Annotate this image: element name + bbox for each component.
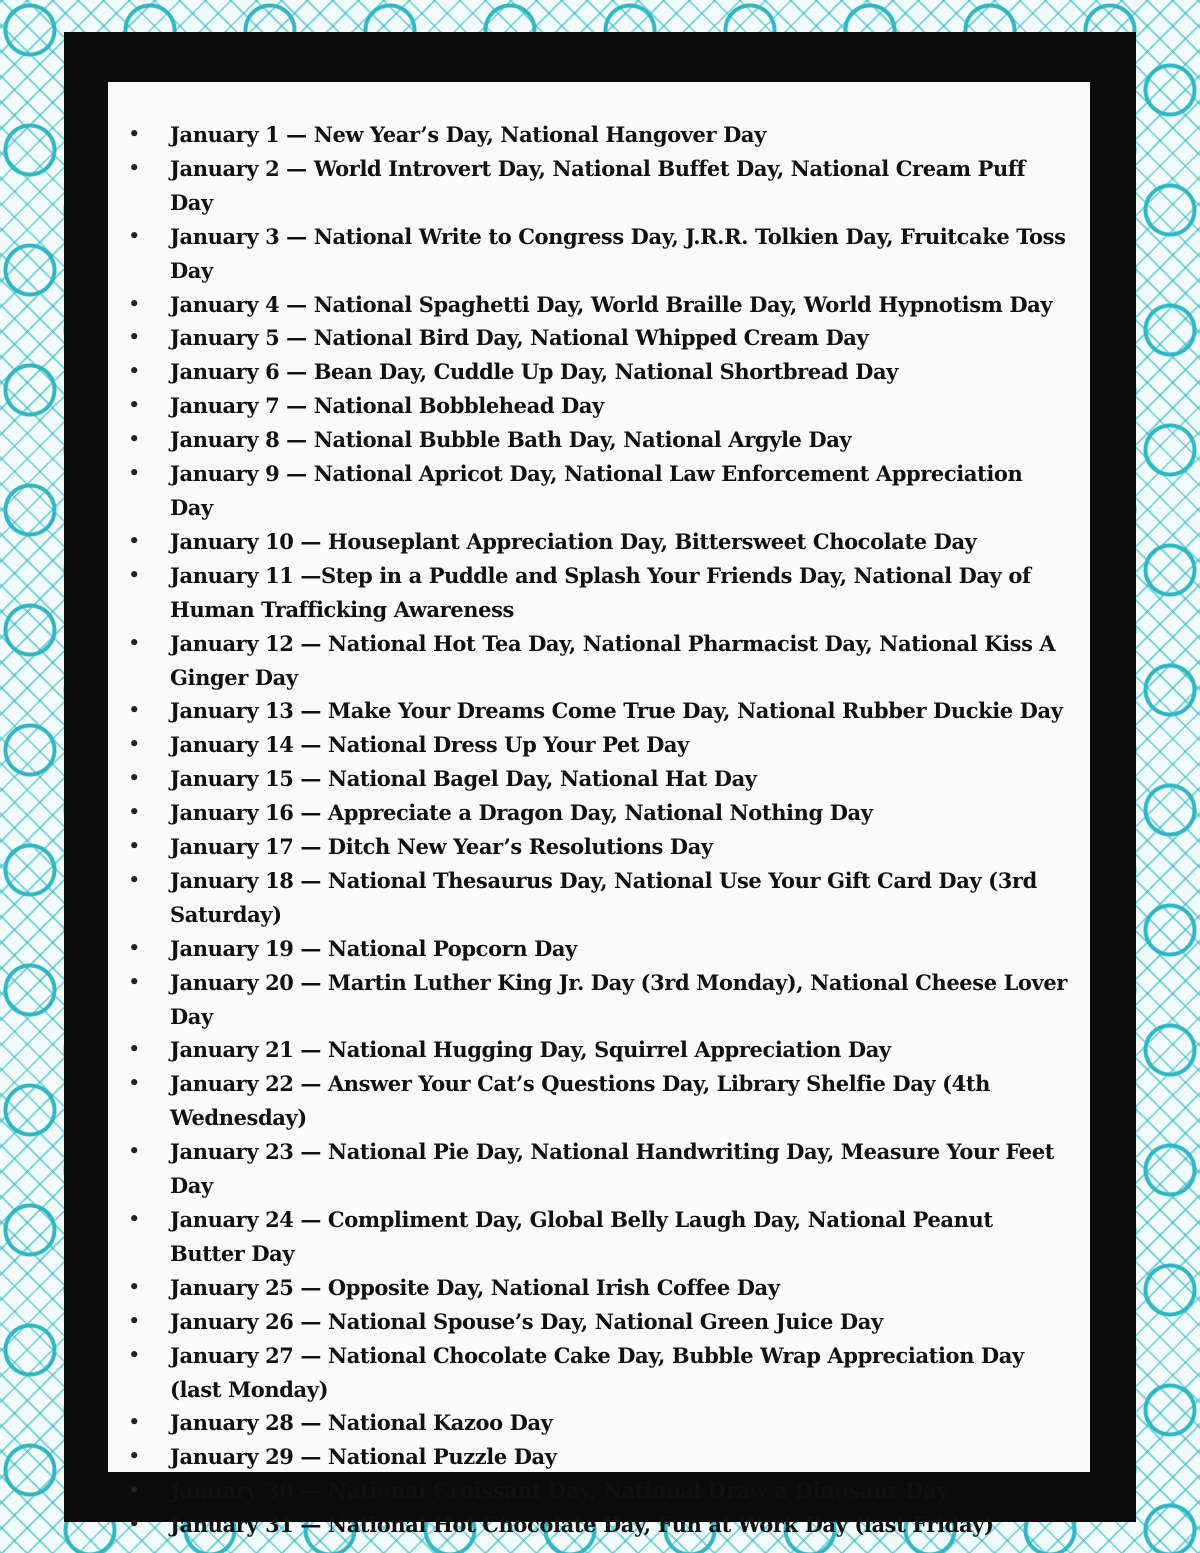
list-item	[128, 1440, 1068, 1474]
list-item	[128, 457, 1068, 525]
list-item-text: January 14 — National Dress Up Your Pet Day	[170, 732, 689, 758]
list-item-text: January 16 — Appreciate a Dragon Day, National Nothing Day	[170, 800, 873, 826]
list-item	[128, 728, 1068, 762]
bullet-icon: •	[128, 867, 140, 892]
list-item-text: January 27 — National Chocolate Cake Day, Bubble Wrap Appreciation Day (last Monday)	[170, 1342, 1024, 1402]
list-item	[128, 1339, 1068, 1407]
list-item-text: January 19 — National Popcorn Day	[170, 935, 577, 961]
bullet-icon: •	[128, 393, 140, 418]
list-item-text: January 17 — Ditch New Year’s Resolutions Day	[170, 834, 713, 860]
list-item-text: January 23 — National Pie Day, National Handwriting Day, Measure Your Feet Day	[170, 1139, 1055, 1199]
bullet-icon: •	[128, 528, 140, 553]
list-item-text: January 1 — New Year’s Day, National Hangover Day	[170, 122, 766, 147]
list-item-text: January 25 — Opposite Day, National Irish Coffee Day	[170, 1274, 780, 1300]
list-item-text: January 22 — Answer Your Cat’s Questions Day, Library Shelfie Day (4th Wednesday)	[170, 1071, 991, 1131]
list-item	[128, 864, 1068, 932]
list-item-text: January 15 — National Bagel Day, National Hat Day	[170, 766, 757, 792]
bullet-icon: •	[128, 969, 140, 994]
list-item-text: January 20 — Martin Luther King Jr. Day (3rd Monday), National Cheese Lover Day	[170, 969, 1067, 1029]
list-item	[128, 288, 1068, 322]
list-item	[128, 1474, 1068, 1508]
bullet-icon: •	[128, 1139, 140, 1164]
bullet-icon: •	[128, 122, 140, 146]
list-item	[128, 525, 1068, 559]
list-item-text: January 18 — National Thesaurus Day, National Use Your Gift Card Day (3rd Saturday)	[170, 867, 1037, 927]
list-item	[128, 932, 1068, 966]
bullet-icon: •	[128, 359, 140, 384]
bullet-icon: •	[128, 1512, 140, 1537]
list-item	[128, 321, 1068, 355]
list-item-text: January 26 — National Spouse’s Day, National Green Juice Day	[170, 1308, 883, 1334]
list-item	[128, 559, 1068, 627]
list-item-text: January 10 — Houseplant Appreciation Day, Bittersweet Chocolate Day	[170, 528, 977, 554]
list-item-text: January 29 — National Puzzle Day	[170, 1444, 557, 1470]
bullet-icon: •	[128, 698, 140, 723]
bullet-icon: •	[128, 800, 140, 825]
list-item-text: January 11 —Step in a Puddle and Splash Your Friends Day, National Day of Human Trafficking Awareness	[170, 562, 1031, 622]
bullet-icon: •	[128, 1207, 140, 1231]
list-item-text: January 7 — National Bobblehead Day	[170, 393, 604, 419]
bullet-icon: •	[128, 1342, 140, 1367]
list-item	[128, 118, 1068, 152]
list-item	[128, 627, 1068, 695]
bullet-icon: •	[128, 834, 140, 859]
bullet-icon: •	[128, 1444, 140, 1469]
list-item	[128, 220, 1068, 288]
list-item-text: January 9 — National Apricot Day, National Law Enforcement Appreciation Day	[170, 461, 1023, 520]
list-item	[128, 694, 1068, 728]
bullet-icon: •	[128, 291, 140, 316]
list-item	[128, 355, 1068, 389]
list-item-text: January 8 — National Bubble Bath Day, National Argyle Day	[170, 427, 852, 453]
bullet-icon: •	[128, 1274, 140, 1299]
bullet-icon: •	[128, 630, 140, 655]
bullet-icon: •	[128, 562, 140, 587]
list-item-text: January 12 — National Hot Tea Day, National Pharmacist Day, National Kiss A Ginger Day	[170, 630, 1056, 690]
list-item	[128, 1135, 1068, 1203]
list-item-text: January 21 — National Hugging Day, Squirrel Appreciation Day	[170, 1037, 891, 1063]
list-item-text: January 6 — Bean Day, Cuddle Up Day, National Shortbread Day	[170, 359, 898, 385]
list-item	[128, 1067, 1068, 1135]
bullet-icon: •	[128, 1478, 140, 1503]
bullet-icon: •	[128, 1071, 140, 1096]
list-item-text: January 24 — Compliment Day, Global Belly Laugh Day, National Peanut Butter Day	[170, 1207, 993, 1266]
list-item	[128, 796, 1068, 830]
list-item	[128, 1033, 1068, 1067]
bullet-icon: •	[128, 223, 140, 248]
bullet-icon: •	[128, 732, 140, 757]
list-item	[128, 830, 1068, 864]
list-item	[128, 389, 1068, 423]
bullet-icon: •	[128, 766, 140, 791]
list-item-text: January 31 — National Hot Chocolate Day, Fun at Work Day (last Friday)	[170, 1512, 994, 1538]
list-item	[128, 1271, 1068, 1305]
list-item	[128, 1203, 1068, 1271]
list-item-text: January 30 — National Croissant Day, National Draw a Dinosaur Day	[170, 1478, 949, 1504]
bullet-icon: •	[128, 325, 140, 350]
bullet-icon: •	[128, 935, 140, 960]
holiday-list	[128, 118, 1068, 1542]
list-item	[128, 1508, 1068, 1542]
list-item	[128, 966, 1068, 1034]
list-item-text: January 2 — World Introvert Day, National Buffet Day, National Cream Puff Day	[170, 155, 1026, 215]
bullet-icon: •	[128, 155, 140, 180]
list-item-text: January 5 — National Bird Day, National Whipped Cream Day	[170, 325, 869, 351]
bullet-icon: •	[128, 1308, 140, 1333]
bullet-icon: •	[128, 1410, 140, 1435]
bullet-icon: •	[128, 427, 140, 452]
list-item	[128, 423, 1068, 457]
list-item-text: January 28 — National Kazoo Day	[170, 1410, 553, 1436]
list-item	[128, 152, 1068, 220]
list-item	[128, 1406, 1068, 1440]
bullet-icon: •	[128, 1037, 140, 1062]
list-item-text: January 13 — Make Your Dreams Come True Day, National Rubber Duckie Day	[170, 698, 1063, 724]
bullet-icon: •	[128, 461, 140, 486]
list-item-text: January 4 — National Spaghetti Day, World Braille Day, World Hypnotism Day	[170, 291, 1053, 317]
list-item	[128, 762, 1068, 796]
list-item-text: January 3 — National Write to Congress Day, J.R.R. Tolkien Day, Fruitcake Toss Day	[170, 223, 1066, 283]
list-item	[128, 1305, 1068, 1339]
